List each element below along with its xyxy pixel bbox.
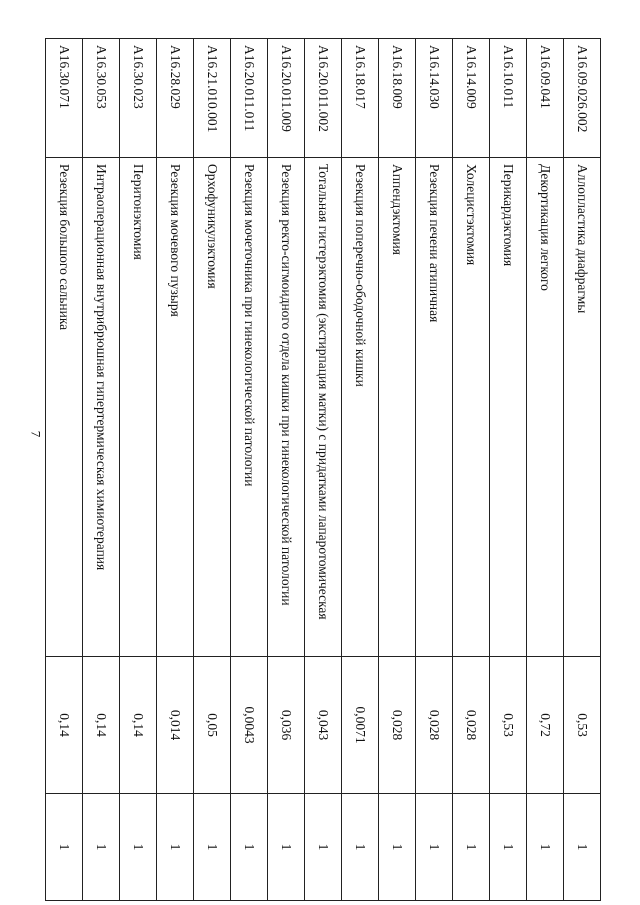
multiplicity-value: 1 [379, 794, 416, 901]
multiplicity-value: 1 [564, 794, 601, 901]
multiplicity-value: 1 [194, 794, 231, 901]
service-name: Декортикация легкого [527, 158, 564, 657]
service-code: A16.14.030 [416, 39, 453, 158]
service-name: Резекция поперечно-ободочной кишки [342, 158, 379, 657]
frequency-value: 0,036 [268, 657, 305, 794]
frequency-value: 0,028 [453, 657, 490, 794]
service-code: A16.30.023 [120, 39, 157, 158]
service-code: A16.09.026.002 [564, 39, 601, 158]
multiplicity-value: 1 [157, 794, 194, 901]
frequency-value: 0,028 [416, 657, 453, 794]
frequency-value: 0,0043 [231, 657, 268, 794]
service-name: Резекция ректо-сигмоидного отдела кишки при гинекологической патологии [268, 158, 305, 657]
table-row [527, 39, 564, 901]
table-row [194, 39, 231, 901]
service-name: Орхофуникулэктомия [194, 158, 231, 657]
table-row [490, 39, 527, 901]
multiplicity-value: 1 [342, 794, 379, 901]
multiplicity-value: 1 [83, 794, 120, 901]
service-code: A16.30.071 [46, 39, 83, 158]
service-name: Резекция мочеточника при гинекологической патологии [231, 158, 268, 657]
service-name: Интраоперационная внутрибрюшная гипертермическая химиотерапия [83, 158, 120, 657]
service-name: Аллопластика диафрагмы [564, 158, 601, 657]
frequency-value: 0,043 [305, 657, 342, 794]
service-code: A16.09.041 [527, 39, 564, 158]
service-name: Тотальная гистерэктомия (экстирпация матки) с придатками лапаротомическая [305, 158, 342, 657]
table-row [46, 39, 83, 901]
service-code: A16.18.017 [342, 39, 379, 158]
service-name: Аппендэктомия [379, 158, 416, 657]
table-row [564, 39, 601, 901]
service-code: A16.21.010.001 [194, 39, 231, 158]
table-row [120, 39, 157, 901]
service-code: A16.28.029 [157, 39, 194, 158]
table-row [453, 39, 490, 901]
multiplicity-value: 1 [231, 794, 268, 901]
frequency-value: 0,05 [194, 657, 231, 794]
frequency-value: 0,72 [527, 657, 564, 794]
frequency-value: 0,53 [564, 657, 601, 794]
table-row [83, 39, 120, 901]
table-row [268, 39, 305, 901]
table-row [416, 39, 453, 901]
table-row [379, 39, 416, 901]
frequency-value: 0,14 [120, 657, 157, 794]
rotated-table-container [45, 38, 601, 851]
page-number: 7 [28, 430, 44, 438]
service-code: A16.30.053 [83, 39, 120, 158]
frequency-value: 0,14 [83, 657, 120, 794]
service-code: A16.14.009 [453, 39, 490, 158]
multiplicity-value: 1 [268, 794, 305, 901]
service-name: Перикардэктомия [490, 158, 527, 657]
table-row [157, 39, 194, 901]
service-code: A16.20.011.009 [268, 39, 305, 158]
frequency-value: 0,014 [157, 657, 194, 794]
service-name: Резекция большого сальника [46, 158, 83, 657]
service-name: Перитонэктомия [120, 158, 157, 657]
multiplicity-value: 1 [490, 794, 527, 901]
frequency-value: 0,14 [46, 657, 83, 794]
service-name: Резекция печени атипичная [416, 158, 453, 657]
table-row [342, 39, 379, 901]
service-code: A16.20.011.002 [305, 39, 342, 158]
multiplicity-value: 1 [120, 794, 157, 901]
services-table [45, 38, 601, 901]
table-row [231, 39, 268, 901]
multiplicity-value: 1 [46, 794, 83, 901]
frequency-value: 0,53 [490, 657, 527, 794]
multiplicity-value: 1 [305, 794, 342, 901]
table-row [305, 39, 342, 901]
service-code: A16.10.011 [490, 39, 527, 158]
service-code: A16.20.011.011 [231, 39, 268, 158]
frequency-value: 0,0071 [342, 657, 379, 794]
multiplicity-value: 1 [416, 794, 453, 901]
multiplicity-value: 1 [453, 794, 490, 901]
service-code: A16.18.009 [379, 39, 416, 158]
multiplicity-value: 1 [527, 794, 564, 901]
frequency-value: 0,028 [379, 657, 416, 794]
service-name: Холецистэктомия [453, 158, 490, 657]
service-name: Резекция мочевого пузыря [157, 158, 194, 657]
